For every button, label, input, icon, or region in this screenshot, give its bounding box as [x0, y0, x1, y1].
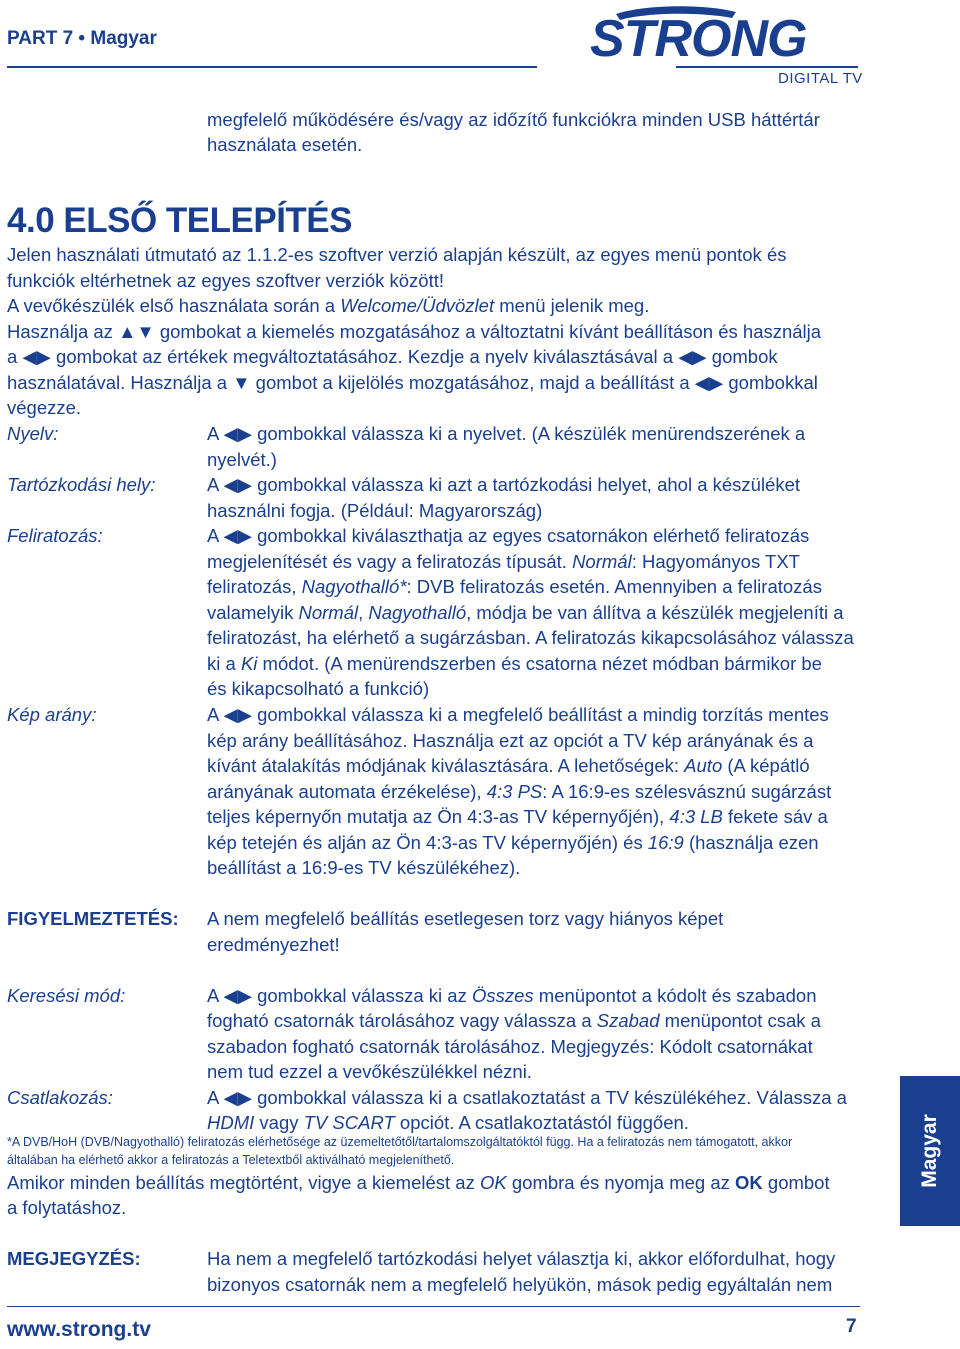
label-connection: Csatlakozás:	[7, 1087, 113, 1108]
logo-divider	[676, 66, 858, 68]
strong-logo	[586, 6, 860, 62]
left-right-arrow-icon: ◀▶	[223, 525, 252, 546]
left-right-arrow-icon: ◀▶	[694, 372, 724, 393]
label-warning: FIGYELMEZTETÉS:	[7, 908, 179, 929]
part-label: PART 7 • Magyar	[7, 28, 157, 49]
footnote-line-1: *A DVB/HoH (DVB/Nagyothalló) feliratozás elérhetősége az üzemeltetőtől/tartalomszolgáltatóktól függ. Ha a feliratozás nem támogatott, akkor	[7, 1135, 793, 1149]
aspect-desc-4: arányának automata érzékelése), 4:3 PS: A 16:9-es szélesvásznú sugárzást	[207, 781, 832, 802]
label-location: Tartózkodási hely:	[7, 474, 156, 495]
aspect-desc-2: kép arány beállításához. Használja ezt az opciót a TV kép arányának és a	[207, 730, 814, 751]
subtitles-desc-4: valamelyik Normál, Nagyothalló, módja be van állítva a készülék megjeleníti a	[207, 602, 844, 623]
left-right-arrow-icon: ◀▶	[223, 1087, 252, 1108]
left-right-arrow-icon: ◀▶	[22, 346, 51, 367]
intro-line-1: megfelelő működésére és/vagy az időzítő funkciókra minden USB háttértár	[207, 109, 820, 130]
logo-subtitle: DIGITAL TV	[778, 70, 863, 87]
location-desc-1: A ◀▶ gombokkal válassza ki azt a tartózkodási helyet, ahol a készüléket	[207, 474, 801, 495]
para-usage-3: használatával. Használja a ▼ gombot a kijelölés mozgatásához, majd a beállítást a ◀▶ gombokkal	[7, 372, 818, 393]
aspect-desc-7: beállítást a 16:9-es TV készülékéhez).	[207, 857, 521, 878]
search-desc-4: nem tud ezzel a vevőkészülékkel nézni.	[207, 1061, 532, 1082]
aspect-desc-3: kívánt átalakítás módjának kiválasztására. A lehetőségek: Auto (A képátló	[207, 755, 810, 776]
language-side-tab	[900, 1076, 960, 1226]
connection-desc-1: A ◀▶ gombokkal válassza ki a csatlakoztatást a TV készülékéhez. Válassza a	[207, 1087, 847, 1108]
para-version-2: funkciók eltérhetnek az egyes szoftver verziók között!	[7, 270, 445, 291]
aspect-desc-6: kép tetején és alján az Ön 4:3-as TV képernyőjén) és 16:9 (használja ezen	[207, 832, 819, 853]
left-right-arrow-icon: ◀▶	[678, 346, 707, 367]
label-language: Nyelv:	[7, 423, 59, 444]
label-note: MEGJEGYZÉS:	[7, 1248, 141, 1269]
final-line-1: Amikor minden beállítás megtörtént, vigye a kiemelést az OK gombra és nyomja meg az OK gombot	[7, 1172, 830, 1193]
para-usage-4: végezze.	[7, 397, 82, 418]
search-desc-1: A ◀▶ gombokkal válassza ki az Összes menüpontot a kódolt és szabadon	[207, 985, 817, 1006]
aspect-desc-5: teljes képernyőn mutatja az Ön 4:3-as TV képernyőjén), 4:3 LB fekete sáv a	[207, 806, 828, 827]
location-desc-2: használni fogja. (Például: Magyarország)	[207, 500, 543, 521]
header-divider	[7, 66, 537, 68]
search-desc-2: fogható csatornák tárolásához vagy válassza a Szabad menüpontot csak a	[207, 1010, 821, 1031]
para-version-1: Jelen használati útmutató az 1.1.2-es szoftver verzió alapján készült, az egyes menü pontok és	[7, 244, 787, 265]
search-desc-3: szabadon fogható csatornák tárolásához. Megjegyzés: Kódolt csatornákat	[207, 1036, 813, 1057]
warning-desc-1: A nem megfelelő beállítás esetlegesen torz vagy hiányos képet	[207, 908, 724, 929]
connection-desc-2: HDMI vagy TV SCART opciót. A csatlakoztatástól függően.	[207, 1112, 689, 1133]
subtitles-desc-5: feliratozást, ha elérhető a sugárzásban. A feliratozás kikapcsolásához válassza	[207, 627, 854, 648]
note-desc-2: bizonyos csatornák nem a megfelelő helyükön, mások pedig egyáltalán nem	[207, 1274, 833, 1295]
final-line-2: a folytatáshoz.	[7, 1197, 127, 1218]
website-link[interactable]: www.strong.tv	[7, 1318, 151, 1341]
left-right-arrow-icon: ◀▶	[223, 704, 252, 725]
language-desc-1: A ◀▶ gombokkal válassza ki a nyelvet. (A készülék menürendszerének a	[207, 423, 806, 444]
page-number: 7	[846, 1316, 857, 1337]
subtitles-desc-3: feliratozás, Nagyothalló*: DVB feliratozás esetén. Amennyiben a feliratozás	[207, 576, 822, 597]
intro-line-2: használata esetén.	[207, 134, 363, 155]
left-right-arrow-icon: ◀▶	[223, 423, 252, 444]
footnote-line-2: általában ha elérhető akkor a feliratozás a Teletextből aktiválható megjeleníthető.	[7, 1153, 455, 1167]
warning-desc-2: eredményezhet!	[207, 934, 340, 955]
subtitles-desc-6: ki a Ki módot. (A menürendszerben és csatorna nézet módban bármikor be	[207, 653, 822, 674]
label-subtitles: Feliratozás:	[7, 525, 103, 546]
left-right-arrow-icon: ◀▶	[223, 985, 252, 1006]
aspect-desc-1: A ◀▶ gombokkal válassza ki a megfelelő beállítást a mindig torzítás mentes	[207, 704, 829, 725]
section-title: 4.0 ELSŐ TELEPÍTÉS	[7, 201, 352, 240]
left-right-arrow-icon: ◀▶	[223, 474, 252, 495]
label-aspect-ratio: Kép arány:	[7, 704, 97, 725]
label-search-mode: Keresési mód:	[7, 985, 126, 1006]
logo-text: STRONG	[590, 10, 807, 62]
subtitles-desc-2: megjelenítését és vagy a feliratozás típusát. Normál: Hagyományos TXT	[207, 551, 800, 572]
para-usage-2: a ◀▶ gombokat az értékek megváltoztatásához. Kezdje a nyelv kiválasztásával a ◀▶ gombok	[7, 346, 778, 367]
down-arrow-icon: ▼	[232, 372, 251, 393]
subtitles-desc-7: és kikapcsolható a funkció)	[207, 678, 430, 699]
footer-divider	[7, 1306, 860, 1307]
subtitles-desc-1: A ◀▶ gombokkal kiválaszthatja az egyes csatornákon elérhető feliratozás	[207, 525, 810, 546]
para-usage-1: Használja az ▲▼ gombokat a kiemelés mozgatásához a változtatni kívánt beállításon és használja	[7, 321, 822, 342]
language-desc-2: nyelvét.)	[207, 449, 277, 470]
side-tab-label: Magyar	[918, 1114, 941, 1188]
note-desc-1: Ha nem a megfelelő tartózkodási helyet választja ki, akkor előfordulhat, hogy	[207, 1248, 836, 1269]
para-welcome: A vevőkészülék első használata során a Welcome/Üdvözlet menü jelenik meg.	[7, 295, 650, 316]
up-down-arrow-icon: ▲▼	[118, 321, 155, 342]
